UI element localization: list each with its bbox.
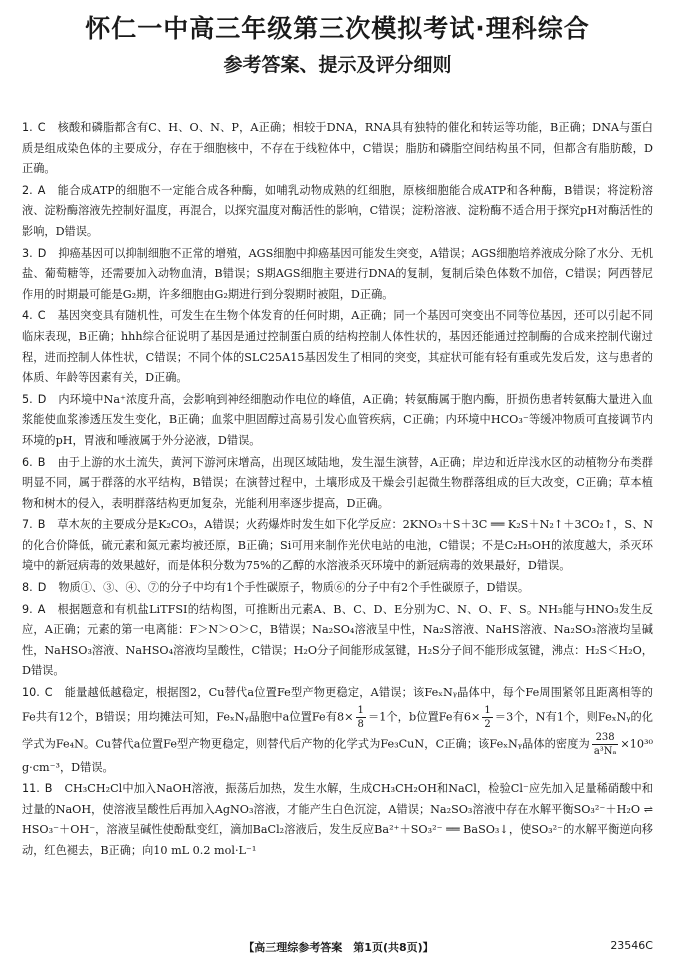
item-choice: A (37, 602, 46, 616)
item-explanation: 核酸和磷脂都含有C、H、O、N、P，A正确；相较于DNA，RNA具有独特的催化和转运等功能，B正确；DNA与蛋白质是组成染色体的主要成分，存在于细胞核中，不存在于线粒体中，C错误；脂肪和磷脂空间结构虽不同，但都含有脂肪酸，D正确。 (22, 121, 653, 176)
item-explanation: 根据题意和有机盐LiTFSI的结构图，可推断出元素A、B、C、D、E分别为C、N、O、F、S。NH₃能与HNO₃发生反应，A正确；元素的第一电离能：F＞N＞O＞C，B错误；Na₂SO₄溶液呈中性，Na₂S溶液、NaHS溶液、Na₂SO₃溶液均呈碱性，NaHSO₃溶液、NaHSO₄溶液均呈酸性，C错误；H₂O分子间能形成氢键，H₂S分子间不能形成氢键，沸点：H₂S＜H₂O，D错误。 (22, 602, 653, 678)
item-explanation-part-c: ＝3个，N有1个，则FeₓNᵧ的化学式为Fe₄N。Cu替代a位置Fe型产物更稳定，则替代后产物的化学式为Fe₃CuN，C正确；该FeₓNᵧ晶体的密度为 (22, 710, 653, 751)
item-number: 6. (22, 455, 33, 469)
item-choice: D (37, 246, 47, 260)
answer-item-1 (22, 118, 653, 180)
answer-item-2 (22, 181, 653, 243)
answer-item-7 (22, 515, 653, 577)
item-explanation-part-a: 能量越低越稳定，根据图2，Cu替代a位置Fe型产物更稳定，A错误；该FeₓNᵧ晶体中，每个Fe周围紧邻且距离相等的Fe共有12个，B错误；用均摊法可知，FeₓNᵧ晶胞中a位置Fe有8× (22, 686, 653, 724)
item-explanation-part-d: ×10³⁰ g·cm⁻³，D错误。 (22, 737, 653, 774)
fraction-numerator: 1 (357, 704, 364, 716)
item-number: 9. (22, 602, 33, 616)
answer-item-9 (22, 600, 653, 682)
item-explanation-part-b: ＝1个，b位置Fe有6× (367, 710, 481, 724)
item-number: 4. (22, 309, 33, 323)
item-number: 11. (22, 782, 40, 796)
item-explanation: 抑癌基因可以抑制细胞不正常的增殖，AGS细胞中抑癌基因可能发生突变，A错误；AGS细胞培养液成分除了水分、无机盐、葡萄糖等，还需要加入动物血清，B错误；S期AGS细胞主要进行DNA的复制，复制后染色体数不加倍，C错误；阿西替尼作用的时期最可能是G₂期，许多细胞由G₂期进行到分裂期时被阻，D正确。 (22, 246, 653, 301)
item-choice: B (44, 782, 53, 796)
item-choice: C (44, 686, 53, 700)
item-number: 8. (22, 581, 33, 595)
answer-item-8 (22, 578, 653, 599)
item-choice: C (37, 121, 46, 134)
item-explanation: 能合成ATP的细胞不一定能合成各种酶，如哺乳动物成熟的红细胞，原核细胞能合成ATP和各种酶，B错误；将淀粉溶液、淀粉酶溶液先控制好温度，再混合，以探究温度对酶活性的影响，C错误；淀粉溶液、淀粉酶不适合用于探究pH对酶活性的影响，D错误。 (22, 183, 653, 238)
answer-item-11 (22, 779, 653, 861)
fraction-numerator: 1 (484, 704, 491, 716)
page-subtitle: 参考答案、提示及评分细则 (223, 54, 452, 76)
fraction-numerator: 238 (592, 731, 619, 745)
item-number: 7. (22, 518, 33, 532)
item-number: 2. (22, 183, 33, 197)
item-explanation: 内环境中Na⁺浓度升高，会影响到神经细胞动作电位的峰值，A正确；转氨酶属于胞内酶，肝损伤患者转氨酶大量进入血浆能使血浆渗透压发生变化，B正确；血浆中胆固醇过高易引发心血管疾病，C正确；内环境中HCO₃⁻等缓冲物质可直接调节内环境的pH，胃液和唾液属于外分泌液，D错误。 (22, 392, 653, 447)
answer-item-4 (22, 306, 653, 388)
item-explanation: 基因突变具有随机性，可发生在生物个体发育的任何时期，A正确；同一个基因可突变出不同等位基因，还可以引起不同临床表现，B正确；hhh综合征说明了基因是通过控制蛋白质的结构控制人体性状的，基因还能通过控制酶的合成来控制代谢过程，进而控制人体性状，C错误；不同个体的SLC25A15基因发生了相同的突变，其症状可能有轻有重或先发后发，这与患者的体质、年龄等因素有关，D正确。 (22, 309, 653, 385)
footer-page-info: 【高三理综参考答案 第1页(共8页)】 (243, 941, 434, 954)
fraction-denominator: a³Nₐ (593, 745, 617, 757)
item-number: 3. (22, 246, 33, 260)
item-choice: B (37, 455, 46, 469)
answer-item-6 (22, 453, 653, 515)
item-number: 1. (22, 121, 33, 134)
answer-item-10 (22, 683, 653, 778)
item-choice: D (37, 581, 47, 595)
answer-item-5 (22, 390, 653, 452)
answer-list (22, 118, 653, 862)
fraction-one-half (482, 704, 492, 731)
item-number: 5. (22, 392, 33, 406)
item-choice: C (37, 309, 46, 323)
page-title: 怀仁一中高三年级第三次模拟考试·理科综合 (85, 14, 590, 43)
item-explanation: 草木灰的主要成分是K₂CO₃，A错误；火药爆炸时发生如下化学反应：2KNO₃＋S＋3C ══ K₂S＋N₂↑＋3CO₂↑，S、N的化合价降低，硫元素和氮元素均被还原，B正确；Si可用来制作光伏电站的电池，C错误；不是C₂H₅OH的浓度越大，杀灭环境中的新冠病毒的效果越好，而是体积分数为75%的乙醇的水溶液杀灭环境中的新冠病毒的效果最好，D错误。 (22, 518, 653, 573)
item-number: 10. (22, 686, 40, 700)
fraction-one-eighth (356, 704, 366, 731)
item-explanation: 由于上游的水土流失，黄河下游河床增高，出现区域陆地，发生湿生演替，A正确；岸边和近岸浅水区的动植物分布类群明显不同，属于群落的水平结构，B错误；在演替过程中，土壤形成及干燥会引起微生物群落组成的巨大改变，C正确；草本植物和树木的侵入，表明群落结构更加复杂，光能利用率逐步提高，D正确。 (22, 455, 653, 510)
item-choice: B (37, 518, 46, 532)
page-footer (0, 939, 677, 955)
item-explanation: 物质①、③、④、⑦的分子中均有1个手性碳原子，物质⑥的分子中有2个手性碳原子，D错误。 (58, 581, 530, 595)
item-explanation: CH₃CH₂Cl中加入NaOH溶液，振荡后加热，发生水解，生成CH₃CH₂OH和NaCl，检验Cl⁻应先加入足量稀硝酸中和过量的NaOH，使溶液呈酸性后再加入AgNO₃溶液，才能产生白色沉淀，A错误；Na₂SO₃溶液中存在水解平衡SO₃²⁻＋H₂O ⇌ HSO₃⁻＋OH⁻，溶液呈碱性使酚酞变红，滴加BaCl₂溶液后，发生反应Ba²⁺＋SO₃²⁻ ══ BaSO₃↓，使SO₃²⁻的水解平衡逆向移动，红色褪去，B正确；向10 mL 0.2 mol·L⁻¹ (22, 782, 653, 857)
item-choice: D (37, 392, 47, 406)
fraction-density (592, 731, 619, 758)
fraction-denominator: 2 (484, 718, 491, 730)
fraction-denominator: 8 (357, 718, 364, 730)
footer-code: 23546C (610, 939, 653, 952)
answer-item-3 (22, 244, 653, 306)
item-choice: A (37, 183, 46, 197)
